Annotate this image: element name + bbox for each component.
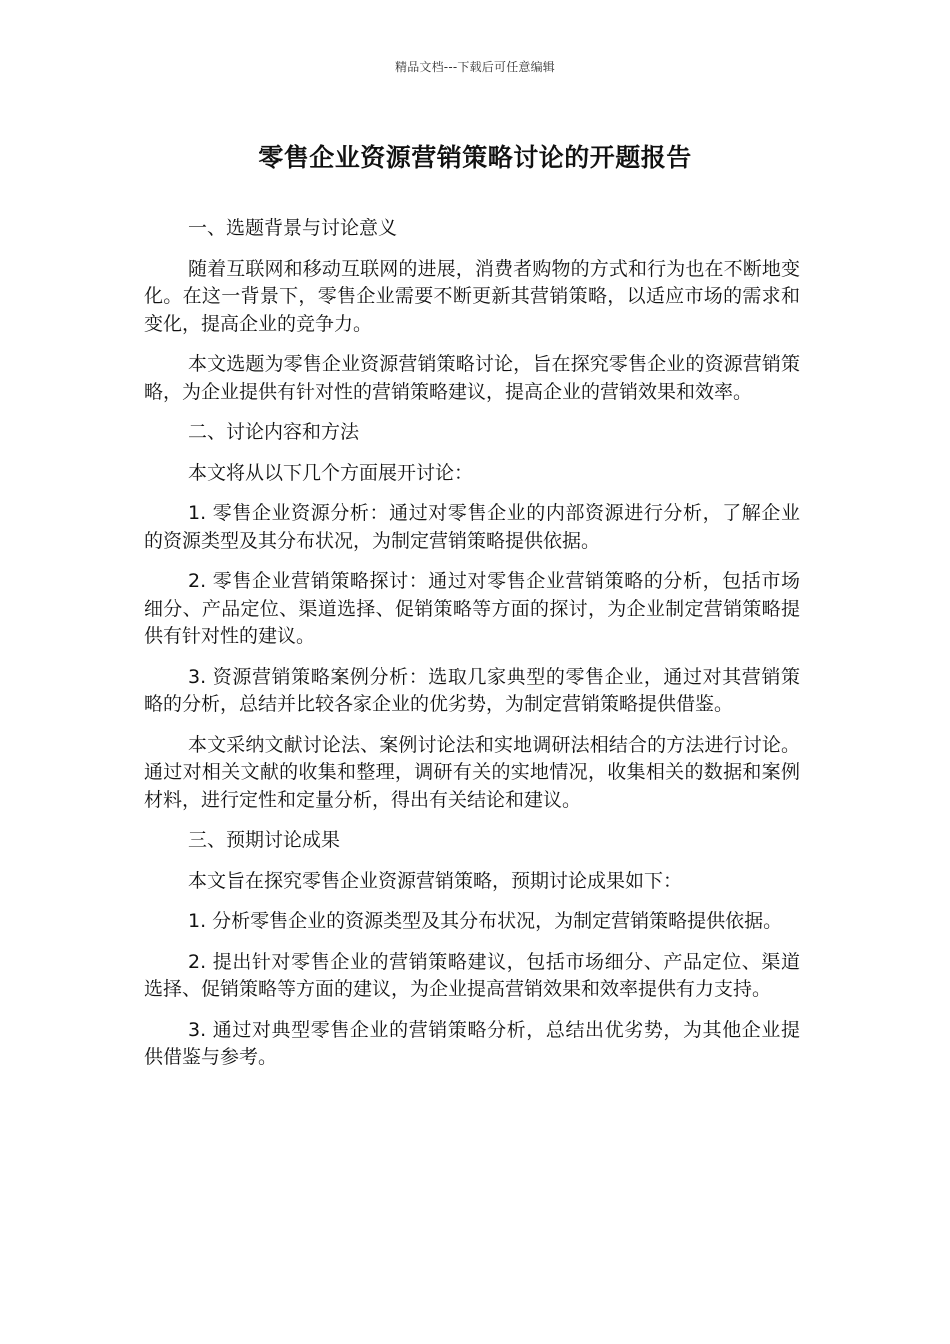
document-body <box>144 215 800 1085</box>
section-heading: 一、选题背景与讨论意义 <box>188 217 398 239</box>
paragraph: 本文将从以下几个方面展开讨论： <box>188 461 474 484</box>
header-note: 精品文档---下载后可任意编辑 <box>395 60 555 74</box>
list-item: 3. 资源营销策略案例分析：选取几家典型的零售企业，通过对其营销策略的分析，总结并比较各家企业的优劣势，为制定营销策略提供借鉴。 <box>144 665 800 715</box>
paragraph: 本文选题为零售企业资源营销策略讨论，旨在探究零售企业的资源营销策略，为企业提供有针对性的营销策略建议，提高企业的营销效果和效率。 <box>144 353 800 403</box>
paragraph: 本文旨在探究零售企业资源营销策略，预期讨论成果如下： <box>188 869 683 892</box>
document-title: 零售企业资源营销策略讨论的开题报告 <box>258 143 692 172</box>
list-item: 3. 通过对典型零售企业的营销策略分析，总结出优劣势，为其他企业提供借鉴与参考。 <box>144 1018 800 1068</box>
paragraph: 随着互联网和移动互联网的进展，消费者购物的方式和行为也在不断地变化。在这一背景下，零售企业需要不断更新其营销策略，以适应市场的需求和变化，提高企业的竞争力。 <box>144 257 800 335</box>
list-item: 1. 零售企业资源分析：通过对零售企业的内部资源进行分析，了解企业的资源类型及其分布状况，为制定营销策略提供依据。 <box>144 502 800 552</box>
section-heading: 三、预期讨论成果 <box>188 829 341 851</box>
list-item: 2. 提出针对零售企业的营销策略建议，包括市场细分、产品定位、渠道选择、促销策略等方面的建议，为企业提高营销效果和效率提供有力支持。 <box>144 950 800 1000</box>
list-item: 1. 分析零售企业的资源类型及其分布状况，为制定营销策略提供依据。 <box>188 910 783 932</box>
paragraph: 本文采纳文献讨论法、案例讨论法和实地调研法相结合的方法进行讨论。通过对相关文献的收集和整理，调研有关的实地情况，收集相关的数据和案例材料，进行定性和定量分析，得出有关结论和建议。 <box>144 733 800 811</box>
list-item: 2. 零售企业营销策略探讨：通过对零售企业营销策略的分析，包括市场细分、产品定位、渠道选择、促销策略等方面的探讨，为企业制定营销策略提供有针对性的建议。 <box>144 570 800 647</box>
section-heading: 二、讨论内容和方法 <box>188 421 360 443</box>
